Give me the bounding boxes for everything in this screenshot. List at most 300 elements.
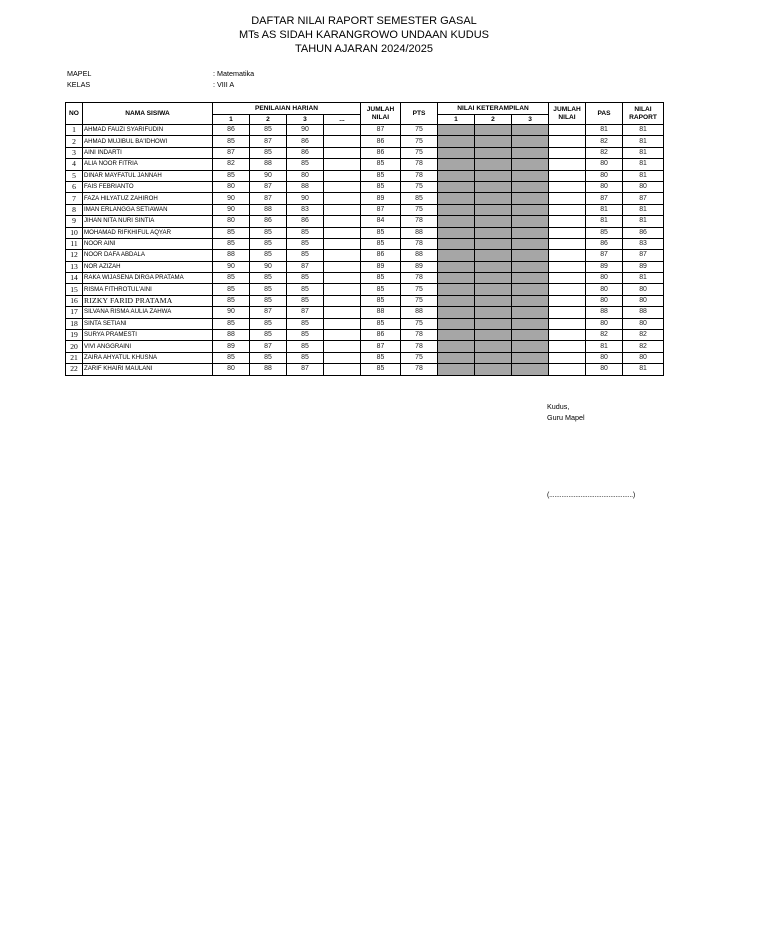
jumlah-nilai-value: 89	[361, 193, 401, 204]
jumlah-nilai-keterampilan-value	[549, 307, 586, 318]
jumlah-nilai-keterampilan-value	[549, 193, 586, 204]
ph-2-value: 85	[250, 147, 287, 158]
ph-1-value: 85	[213, 318, 250, 329]
header-jumlah-nilai-keterampilan: JUMLAH NILAI	[549, 103, 586, 125]
ph-1-value: 89	[213, 341, 250, 352]
nk-3-value	[512, 352, 549, 363]
student-name: NOR AZIZAH	[83, 261, 213, 272]
jumlah-nilai-keterampilan-value	[549, 136, 586, 147]
student-name: DINAR MAYFATUL JANNAH	[83, 170, 213, 181]
signature-role: Guru Mapel	[547, 413, 585, 422]
pas-value: 86	[586, 238, 623, 249]
nk-3-value	[512, 250, 549, 261]
nk-3-value	[512, 261, 549, 272]
pas-value: 80	[586, 273, 623, 284]
ph-1-value: 85	[213, 273, 250, 284]
nk-1-value	[438, 318, 475, 329]
header-no: NO	[66, 103, 83, 125]
pts-value: 89	[401, 261, 438, 272]
student-name: AHMAD MUJIBUL BA'IDHOWI	[83, 136, 213, 147]
ph-3-value: 80	[287, 170, 324, 181]
nk-3-value	[512, 136, 549, 147]
jumlah-nilai-keterampilan-value	[549, 159, 586, 170]
table-row	[66, 238, 664, 249]
jumlah-nilai-value: 87	[361, 341, 401, 352]
nk-2-value	[475, 227, 512, 238]
jumlah-nilai-keterampilan-value	[549, 170, 586, 181]
ph-2-value: 85	[250, 125, 287, 136]
header-pts: PTS	[401, 103, 438, 125]
pas-value: 82	[586, 147, 623, 158]
ph-3-value: 87	[287, 261, 324, 272]
nk-1-value	[438, 227, 475, 238]
pas-value: 87	[586, 193, 623, 204]
title-line-2: MTs AS SIDAH KARANGROWO UNDAAN KUDUS	[239, 29, 489, 41]
ph-1-value: 85	[213, 238, 250, 249]
ph-4-value	[324, 181, 361, 192]
header-penilaian-harian: PENILAIAN HARIAN	[213, 103, 361, 115]
ph-3-value: 85	[287, 227, 324, 238]
nilai-raport-value: 80	[623, 318, 664, 329]
ph-4-value	[324, 159, 361, 170]
pas-value: 82	[586, 330, 623, 341]
nilai-raport-value: 81	[623, 136, 664, 147]
nk-3-value	[512, 284, 549, 295]
ph-4-value	[324, 284, 361, 295]
table-row	[66, 318, 664, 329]
row-no: 6	[66, 181, 83, 192]
ph-4-value	[324, 238, 361, 249]
jumlah-nilai-keterampilan-value	[549, 341, 586, 352]
jumlah-nilai-value: 85	[361, 318, 401, 329]
nk-3-value	[512, 227, 549, 238]
nk-1-value	[438, 295, 475, 306]
ph-3-value: 85	[287, 318, 324, 329]
student-name: SURYA PRAMESTI	[83, 330, 213, 341]
nk-1-value	[438, 364, 475, 375]
ph-3-value: 87	[287, 307, 324, 318]
signature-name-placeholder: (................................................)	[547, 492, 636, 499]
nk-1-value	[438, 181, 475, 192]
ph-1-value: 85	[213, 136, 250, 147]
nk-2-value	[475, 318, 512, 329]
nk-3-value	[512, 125, 549, 136]
jumlah-nilai-keterampilan-value	[549, 125, 586, 136]
kelas-label: KELAS	[67, 80, 91, 89]
table-row	[66, 307, 664, 318]
ph-1-value: 85	[213, 295, 250, 306]
nk-1-value	[438, 125, 475, 136]
table-row	[66, 204, 664, 215]
nk-2-value	[475, 364, 512, 375]
document-title	[0, 14, 728, 56]
student-name: ZARIF KHAIRI MAULANI	[83, 364, 213, 375]
ph-3-value: 85	[287, 284, 324, 295]
pts-value: 75	[401, 181, 438, 192]
row-no: 8	[66, 204, 83, 215]
row-no: 7	[66, 193, 83, 204]
ph-1-value: 80	[213, 181, 250, 192]
student-name: ZAIRA AHYATUL KHUSNA	[83, 352, 213, 363]
jumlah-nilai-value: 89	[361, 261, 401, 272]
row-no: 17	[66, 307, 83, 318]
nk-1-value	[438, 273, 475, 284]
header-nilai-keterampilan: NILAI KETERAMPILAN	[438, 103, 549, 115]
pas-value: 80	[586, 318, 623, 329]
row-no: 11	[66, 238, 83, 249]
table-row	[66, 352, 664, 363]
ph-1-value: 88	[213, 250, 250, 261]
nilai-raport-value: 81	[623, 170, 664, 181]
jumlah-nilai-value: 85	[361, 170, 401, 181]
ph-2-value: 85	[250, 284, 287, 295]
jumlah-nilai-keterampilan-value	[549, 147, 586, 158]
nk-2-value	[475, 307, 512, 318]
nk-1-value	[438, 307, 475, 318]
nilai-raport-value: 82	[623, 330, 664, 341]
nk-2-value	[475, 136, 512, 147]
ph-2-value: 88	[250, 204, 287, 215]
pas-value: 81	[586, 341, 623, 352]
title-line-3: TAHUN AJARAN 2024/2025	[295, 43, 433, 55]
ph-2-value: 85	[250, 273, 287, 284]
pts-value: 78	[401, 159, 438, 170]
jumlah-nilai-value: 86	[361, 330, 401, 341]
signature-place: Kudus,	[547, 402, 570, 411]
nilai-raport-value: 81	[623, 204, 664, 215]
jumlah-nilai-value: 85	[361, 227, 401, 238]
table-row	[66, 170, 664, 181]
ph-3-value: 85	[287, 250, 324, 261]
ph-1-value: 88	[213, 330, 250, 341]
nk-2-value	[475, 261, 512, 272]
ph-2-value: 87	[250, 193, 287, 204]
nilai-raport-value: 88	[623, 307, 664, 318]
nilai-raport-value: 81	[623, 125, 664, 136]
pas-value: 82	[586, 136, 623, 147]
ph-4-value	[324, 125, 361, 136]
table-row	[66, 295, 664, 306]
header-ph-4: ...	[324, 115, 361, 125]
ph-4-value	[324, 261, 361, 272]
jumlah-nilai-keterampilan-value	[549, 227, 586, 238]
nk-2-value	[475, 284, 512, 295]
ph-4-value	[324, 227, 361, 238]
nilai-raport-value: 87	[623, 193, 664, 204]
ph-4-value	[324, 330, 361, 341]
nk-3-value	[512, 318, 549, 329]
row-no: 4	[66, 159, 83, 170]
nilai-raport-value: 81	[623, 364, 664, 375]
table-row	[66, 227, 664, 238]
ph-3-value: 88	[287, 181, 324, 192]
title-line-1: DAFTAR NILAI RAPORT SEMESTER GASAL	[251, 15, 477, 27]
ph-1-value: 85	[213, 352, 250, 363]
table-row	[66, 159, 664, 170]
nk-3-value	[512, 204, 549, 215]
mapel-value: : Matematika	[213, 69, 255, 78]
ph-3-value: 87	[287, 364, 324, 375]
ph-4-value	[324, 216, 361, 227]
ph-4-value	[324, 170, 361, 181]
pas-value: 87	[586, 250, 623, 261]
nk-2-value	[475, 125, 512, 136]
nk-2-value	[475, 147, 512, 158]
pts-value: 78	[401, 330, 438, 341]
nilai-raport-value: 80	[623, 295, 664, 306]
nk-2-value	[475, 204, 512, 215]
jumlah-nilai-keterampilan-value	[549, 261, 586, 272]
student-name: RAKA WIJASENA DIRGA PRATAMA	[83, 273, 213, 284]
ph-3-value: 85	[287, 273, 324, 284]
header-ph-1: 1	[213, 115, 250, 125]
nk-1-value	[438, 341, 475, 352]
jumlah-nilai-value: 85	[361, 364, 401, 375]
header-ph-2: 2	[250, 115, 287, 125]
ph-1-value: 90	[213, 261, 250, 272]
grade-rows	[66, 125, 664, 376]
ph-3-value: 85	[287, 341, 324, 352]
nk-3-value	[512, 307, 549, 318]
jumlah-nilai-value: 85	[361, 295, 401, 306]
jumlah-nilai-value: 84	[361, 216, 401, 227]
nilai-raport-value: 80	[623, 284, 664, 295]
student-name: FAIS FEBRIANTO	[83, 181, 213, 192]
table-row	[66, 216, 664, 227]
nk-2-value	[475, 193, 512, 204]
nilai-raport-value: 81	[623, 159, 664, 170]
row-no: 15	[66, 284, 83, 295]
jumlah-nilai-value: 86	[361, 250, 401, 261]
ph-3-value: 85	[287, 352, 324, 363]
pts-value: 75	[401, 284, 438, 295]
row-no: 22	[66, 364, 83, 375]
nk-2-value	[475, 216, 512, 227]
ph-1-value: 85	[213, 170, 250, 181]
nk-3-value	[512, 273, 549, 284]
pas-value: 80	[586, 170, 623, 181]
ph-2-value: 85	[250, 238, 287, 249]
jumlah-nilai-keterampilan-value	[549, 250, 586, 261]
ph-4-value	[324, 273, 361, 284]
jumlah-nilai-value: 86	[361, 147, 401, 158]
nk-1-value	[438, 159, 475, 170]
ph-1-value: 90	[213, 204, 250, 215]
ph-4-value	[324, 318, 361, 329]
ph-2-value: 85	[250, 330, 287, 341]
nk-3-value	[512, 330, 549, 341]
ph-4-value	[324, 295, 361, 306]
jumlah-nilai-keterampilan-value	[549, 216, 586, 227]
nilai-raport-value: 81	[623, 147, 664, 158]
jumlah-nilai-keterampilan-value	[549, 238, 586, 249]
pts-value: 85	[401, 193, 438, 204]
nk-3-value	[512, 364, 549, 375]
header-nk-1: 1	[438, 115, 475, 125]
nk-2-value	[475, 250, 512, 261]
nk-1-value	[438, 193, 475, 204]
jumlah-nilai-value: 88	[361, 307, 401, 318]
row-no: 9	[66, 216, 83, 227]
nk-1-value	[438, 330, 475, 341]
student-name: NOOR AINI	[83, 238, 213, 249]
pts-value: 88	[401, 227, 438, 238]
row-no: 2	[66, 136, 83, 147]
ph-3-value: 86	[287, 136, 324, 147]
pas-value: 80	[586, 364, 623, 375]
pts-value: 75	[401, 136, 438, 147]
nk-1-value	[438, 136, 475, 147]
student-name: MOHAMAD RIFKHIFUL AQYAR	[83, 227, 213, 238]
jumlah-nilai-keterampilan-value	[549, 273, 586, 284]
table-row	[66, 181, 664, 192]
jumlah-nilai-keterampilan-value	[549, 204, 586, 215]
nk-1-value	[438, 170, 475, 181]
ph-2-value: 87	[250, 341, 287, 352]
student-name: JIHAN NITA NURI SINTIA	[83, 216, 213, 227]
nilai-raport-value: 82	[623, 341, 664, 352]
row-no: 5	[66, 170, 83, 181]
table-row	[66, 147, 664, 158]
row-no: 13	[66, 261, 83, 272]
ph-2-value: 85	[250, 250, 287, 261]
nilai-raport-value: 80	[623, 352, 664, 363]
nk-3-value	[512, 341, 549, 352]
nk-3-value	[512, 216, 549, 227]
nk-2-value	[475, 170, 512, 181]
ph-1-value: 85	[213, 227, 250, 238]
row-no: 3	[66, 147, 83, 158]
jumlah-nilai-value: 86	[361, 136, 401, 147]
row-no: 12	[66, 250, 83, 261]
row-no: 14	[66, 273, 83, 284]
pas-value: 89	[586, 261, 623, 272]
student-name: RISMA FITHROTUL'AINI	[83, 284, 213, 295]
nk-2-value	[475, 352, 512, 363]
ph-2-value: 85	[250, 318, 287, 329]
row-no: 16	[66, 295, 83, 306]
jumlah-nilai-value: 85	[361, 181, 401, 192]
nk-1-value	[438, 204, 475, 215]
mapel-label: MAPEL	[67, 69, 92, 78]
student-name: RIZKY FARID PRATAMA	[83, 295, 213, 306]
pas-value: 80	[586, 284, 623, 295]
nk-3-value	[512, 238, 549, 249]
ph-4-value	[324, 364, 361, 375]
row-no: 1	[66, 125, 83, 136]
pas-value: 88	[586, 307, 623, 318]
jumlah-nilai-value: 85	[361, 159, 401, 170]
pts-value: 78	[401, 238, 438, 249]
pts-value: 78	[401, 273, 438, 284]
pas-value: 80	[586, 352, 623, 363]
ph-1-value: 80	[213, 364, 250, 375]
ph-4-value	[324, 193, 361, 204]
pts-value: 78	[401, 341, 438, 352]
ph-1-value: 85	[213, 284, 250, 295]
pts-value: 78	[401, 170, 438, 181]
ph-4-value	[324, 147, 361, 158]
jumlah-nilai-value: 85	[361, 273, 401, 284]
nilai-raport-value: 87	[623, 250, 664, 261]
ph-2-value: 90	[250, 261, 287, 272]
jumlah-nilai-keterampilan-value	[549, 318, 586, 329]
table-row	[66, 136, 664, 147]
nk-3-value	[512, 159, 549, 170]
nk-3-value	[512, 147, 549, 158]
pts-value: 75	[401, 295, 438, 306]
table-row	[66, 330, 664, 341]
ph-1-value: 82	[213, 159, 250, 170]
table-row	[66, 364, 664, 375]
jumlah-nilai-keterampilan-value	[549, 181, 586, 192]
grades-table	[65, 102, 664, 376]
ph-2-value: 85	[250, 295, 287, 306]
pts-value: 78	[401, 216, 438, 227]
row-no: 18	[66, 318, 83, 329]
nk-2-value	[475, 159, 512, 170]
nk-1-value	[438, 238, 475, 249]
header-nilai-raport: NILAI RAPORT	[623, 103, 664, 125]
pts-value: 78	[401, 364, 438, 375]
jumlah-nilai-value: 87	[361, 204, 401, 215]
ph-3-value: 83	[287, 204, 324, 215]
kelas-value: : VIII A	[213, 80, 235, 89]
pas-value: 85	[586, 227, 623, 238]
nilai-raport-value: 89	[623, 261, 664, 272]
table-row	[66, 125, 664, 136]
jumlah-nilai-keterampilan-value	[549, 352, 586, 363]
pas-value: 81	[586, 216, 623, 227]
student-name: AHMAD FAUZI SYARIFUDIN	[83, 125, 213, 136]
ph-2-value: 87	[250, 136, 287, 147]
row-no: 20	[66, 341, 83, 352]
nk-2-value	[475, 238, 512, 249]
pas-value: 80	[586, 181, 623, 192]
jumlah-nilai-keterampilan-value	[549, 364, 586, 375]
nk-2-value	[475, 273, 512, 284]
ph-2-value: 86	[250, 216, 287, 227]
nk-3-value	[512, 170, 549, 181]
jumlah-nilai-value: 87	[361, 125, 401, 136]
nk-3-value	[512, 181, 549, 192]
ph-2-value: 88	[250, 364, 287, 375]
ph-3-value: 85	[287, 238, 324, 249]
ph-3-value: 85	[287, 295, 324, 306]
ph-1-value: 90	[213, 193, 250, 204]
ph-4-value	[324, 352, 361, 363]
ph-3-value: 90	[287, 193, 324, 204]
ph-4-value	[324, 307, 361, 318]
jumlah-nilai-value: 85	[361, 284, 401, 295]
ph-2-value: 88	[250, 159, 287, 170]
nk-1-value	[438, 284, 475, 295]
jumlah-nilai-value: 85	[361, 352, 401, 363]
pas-value: 81	[586, 204, 623, 215]
ph-3-value: 86	[287, 147, 324, 158]
jumlah-nilai-keterampilan-value	[549, 295, 586, 306]
ph-2-value: 85	[250, 352, 287, 363]
pts-value: 75	[401, 147, 438, 158]
ph-3-value: 90	[287, 125, 324, 136]
header-pas: PAS	[586, 103, 623, 125]
student-name: SILVANA RISMA AULIA ZAHWA	[83, 307, 213, 318]
nilai-raport-value: 83	[623, 238, 664, 249]
table-row	[66, 193, 664, 204]
pas-value: 80	[586, 295, 623, 306]
nk-1-value	[438, 261, 475, 272]
pts-value: 75	[401, 318, 438, 329]
